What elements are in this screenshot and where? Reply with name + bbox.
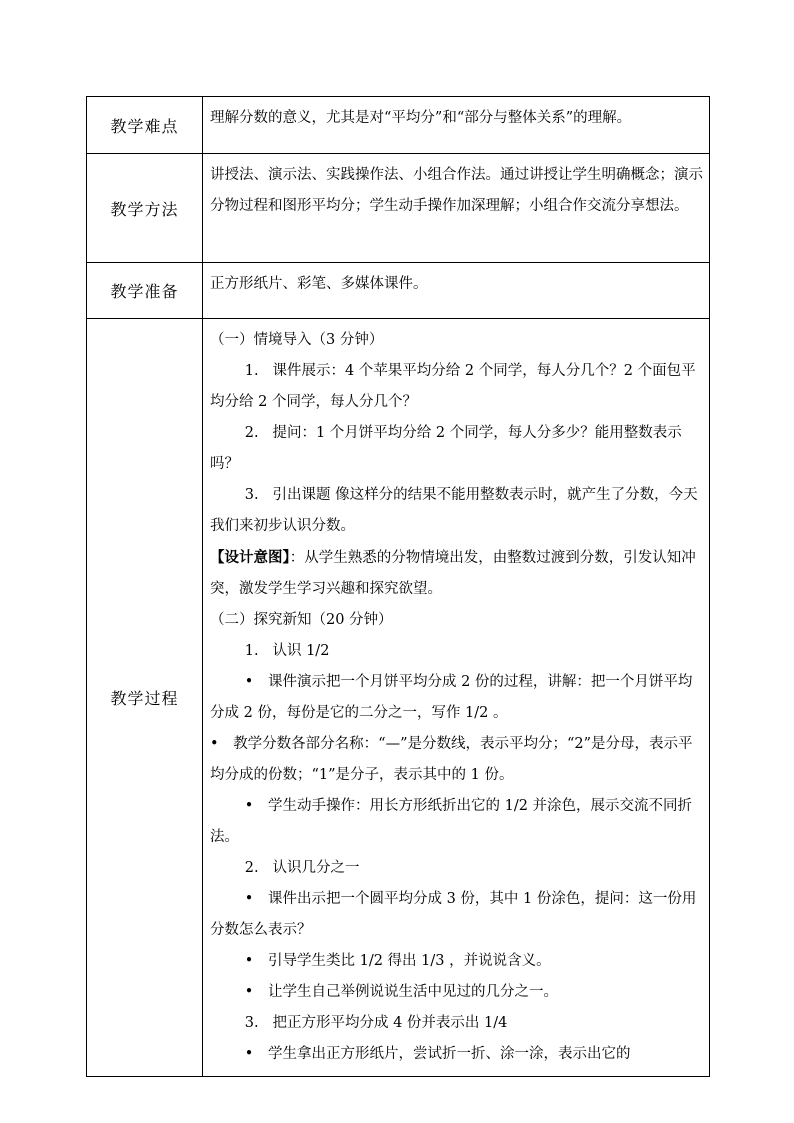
item-text: 学生拿出正方形纸片，尝试折一折、涂一涂，表示出它的 bbox=[267, 1046, 631, 1062]
item-text: 把正方形平均分成 4 份并表示出 1/4 bbox=[272, 1015, 508, 1031]
row-label-difficulty: 教学难点 bbox=[87, 97, 203, 154]
bullet-icon: • bbox=[244, 1046, 254, 1062]
table-row bbox=[87, 97, 710, 154]
item-text: 课件演示把一个月饼平均分成 2 份的过程，讲解：把一个月饼平均分成 2 份，每份是它的二分之一，写作 1/2 。 bbox=[210, 674, 693, 721]
item-number: 1. bbox=[244, 363, 259, 379]
lesson-plan-table bbox=[86, 96, 710, 1077]
item-text: 课件展示：4 个苹果平均分给 2 个同学，每人分几个？2 个面包平均分给 2 个同学，每人分几个？ bbox=[210, 363, 696, 410]
bullet-icon: • bbox=[244, 953, 254, 969]
item-number: 2. bbox=[244, 425, 259, 441]
list-item bbox=[210, 356, 704, 418]
design-intent bbox=[210, 542, 704, 605]
item-number: 1. bbox=[244, 643, 259, 659]
bullet-icon: • bbox=[244, 674, 254, 690]
item-text: 引出课题 像这样分的结果不能用整数表示时，就产生了分数，今天我们来初步认识分数。 bbox=[210, 487, 698, 534]
list-item bbox=[210, 480, 704, 542]
design-intent-text: ：从学生熟悉的分物情境出发，由整数过渡到分数，引发认知冲突，激发学生学习兴趣和探究欲望。 bbox=[210, 550, 696, 597]
row-content-preparation bbox=[203, 263, 710, 319]
list-item bbox=[210, 729, 704, 791]
item-text: 学生动手操作：用长方形纸折出它的 1/2 并涂色，展示交流不同折法。 bbox=[210, 798, 693, 845]
row-content-difficulty bbox=[203, 97, 710, 154]
bullet-icon: • bbox=[244, 984, 254, 1000]
list-item bbox=[210, 884, 704, 946]
item-text: 课件出示把一个圆平均分成 3 份，其中 1 份涂色，提问：这一份用分数怎么表示？ bbox=[210, 891, 697, 938]
item-text: 引导学生类比 1/2 得出 1/3 ，并说说含义。 bbox=[267, 953, 551, 969]
row-label-method: 教学方法 bbox=[87, 154, 203, 263]
row-content-method bbox=[203, 154, 710, 263]
item-text: 教学分数各部分名称：“—”是分数线，表示平均分；“2”是分母，表示平均分成的份数；“1”是分子，表示其中的 1 份。 bbox=[210, 736, 693, 783]
item-text: 让学生自己举例说说生活中见过的几分之一。 bbox=[267, 984, 558, 1000]
list-item bbox=[210, 1008, 704, 1039]
design-intent-label: 【设计意图】 bbox=[210, 549, 290, 566]
difficulty-text: 理解分数的意义，尤其是对“平均分”和“部分与整体关系”的理解。 bbox=[210, 110, 632, 126]
item-number: 3. bbox=[244, 487, 259, 503]
list-item bbox=[210, 418, 704, 480]
list-item bbox=[210, 636, 704, 667]
list-item bbox=[210, 791, 704, 853]
method-text: 讲授法、演示法、实践操作法、小组合作法。通过讲授让学生明确概念；演示分物过程和图形平均分；学生动手操作加深理解；小组合作交流分享想法。 bbox=[210, 167, 703, 214]
row-content-process bbox=[203, 319, 710, 1077]
list-item bbox=[210, 946, 704, 977]
item-number: 2. bbox=[244, 860, 259, 876]
list-item bbox=[210, 1039, 704, 1070]
list-item bbox=[210, 853, 704, 884]
list-item bbox=[210, 667, 704, 729]
bullet-icon: • bbox=[210, 736, 219, 752]
preparation-text: 正方形纸片、彩笔、多媒体课件。 bbox=[210, 276, 428, 292]
item-text: 认识几分之一 bbox=[272, 860, 360, 876]
row-label-preparation: 教学准备 bbox=[87, 263, 203, 319]
bullet-icon: • bbox=[244, 891, 254, 907]
item-text: 认识 1/2 bbox=[272, 643, 330, 659]
bullet-icon: • bbox=[244, 798, 254, 814]
row-label-process: 教学过程 bbox=[87, 319, 203, 1077]
list-item bbox=[210, 977, 704, 1008]
section-heading-intro: （一）情境导入（3 分钟） bbox=[210, 332, 384, 348]
section-heading-explore: （二）探究新知（20 分钟） bbox=[210, 612, 393, 628]
table-row bbox=[87, 263, 710, 319]
table-row bbox=[87, 319, 710, 1077]
table-row bbox=[87, 154, 710, 263]
item-number: 3. bbox=[244, 1015, 259, 1031]
item-text: 提问：1 个月饼平均分给 2 个同学，每人分多少？能用整数表示吗？ bbox=[210, 425, 682, 472]
